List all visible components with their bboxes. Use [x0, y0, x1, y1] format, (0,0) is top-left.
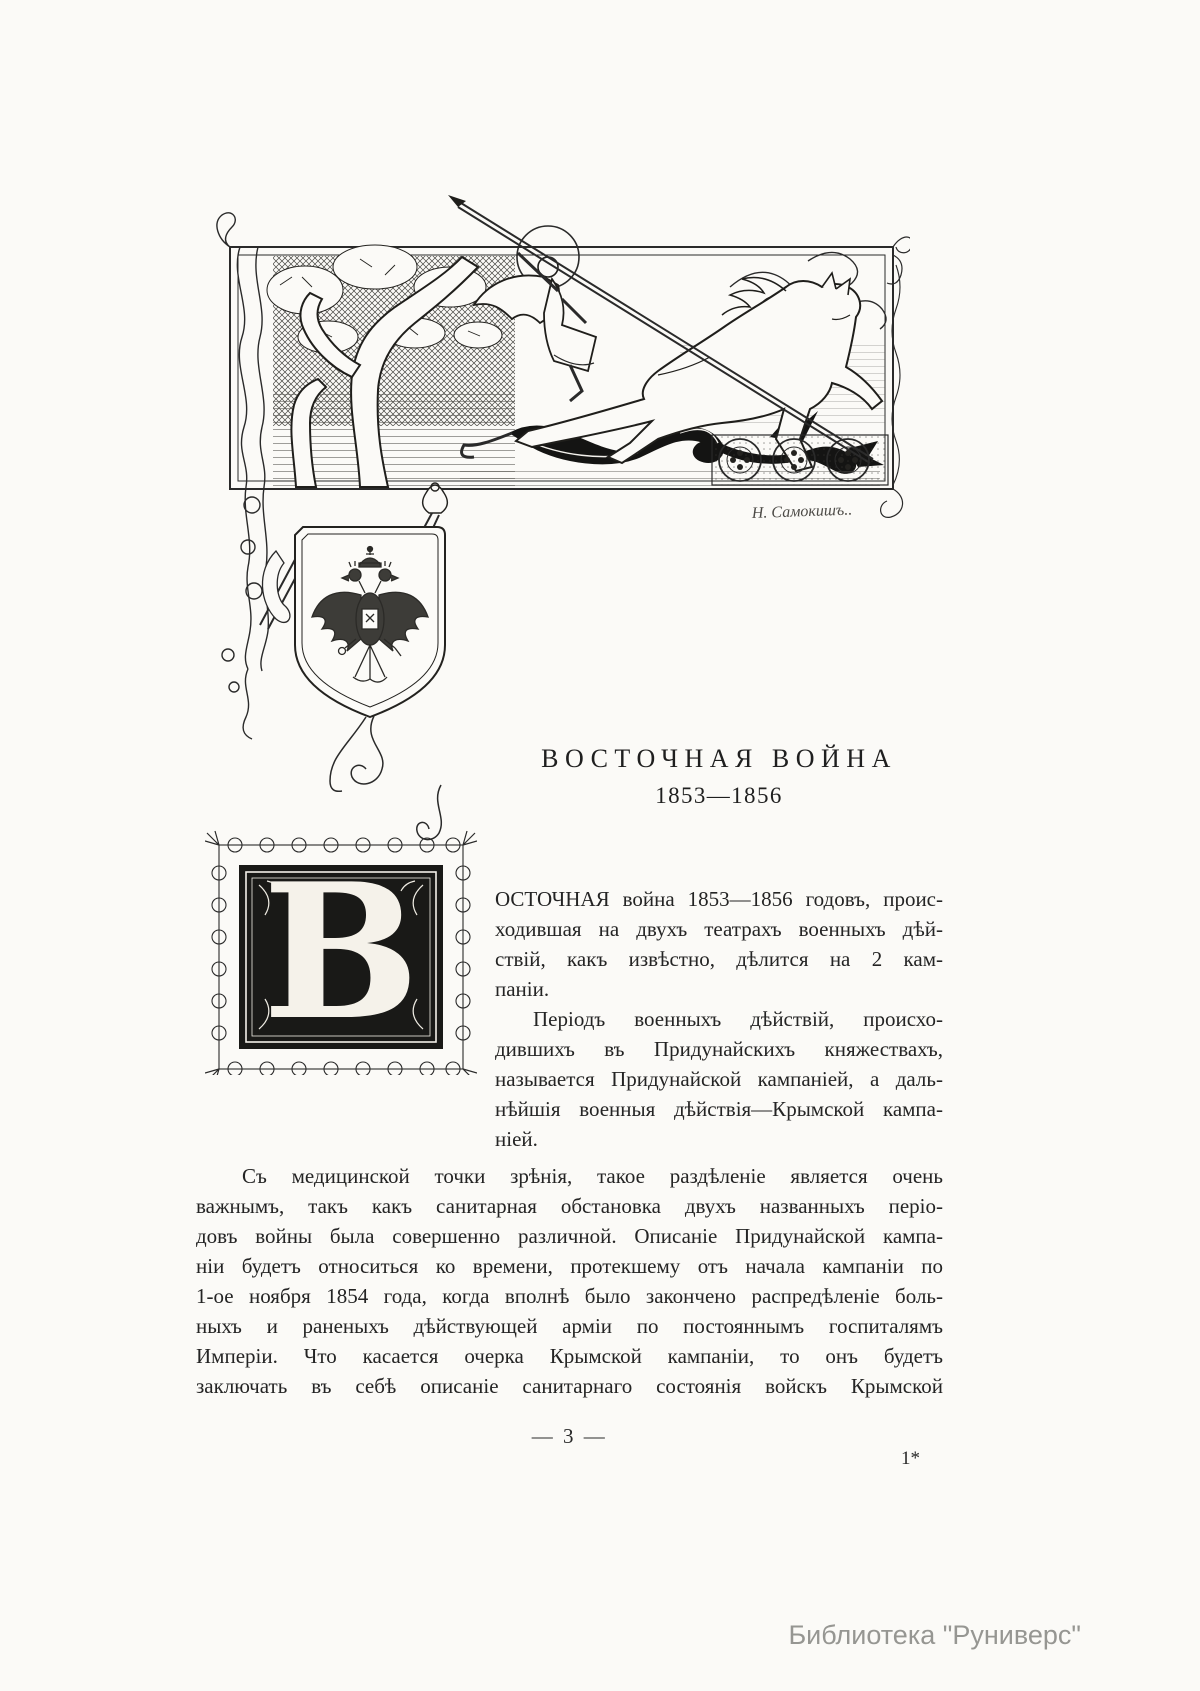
imperial-shield: [295, 527, 445, 717]
rider-leg: [570, 365, 582, 401]
chapter-title: [495, 744, 943, 809]
initial-top-ribbon: [417, 785, 442, 840]
initial-dark-panel: [239, 842, 443, 1061]
library-watermark: Библиотека "Руниверс": [788, 1620, 1081, 1650]
text-line: ныхъ и раненыхъ дѣйствующей арміи по постояннымъ госпиталямъ: [196, 1314, 943, 1338]
text-line: называется Придунайской кампаніей, а даль-: [495, 1067, 943, 1091]
text-line: 1-ое ноября 1854 года, когда вполнѣ было закончено распредѣленіе боль-: [196, 1284, 943, 1308]
text-line: Съ медицинской точки зрѣнія, такое раздѣленіе является очень: [242, 1164, 943, 1188]
corner-curl-top-right: [887, 237, 910, 284]
text-line: довъ войны была совершенно различной. Описаніе Придунайской кампа-: [196, 1224, 943, 1248]
text-line: нѣйшія военныя дѣйствія—Крымской кампа-: [495, 1097, 943, 1121]
rosette-band: [712, 435, 888, 485]
text-line: Имперіи. Что касается очерка Крымской кампаніи, то онъ будетъ: [196, 1344, 943, 1368]
left-border-strip: [222, 247, 268, 739]
text-line: ніи будетъ относиться ко времени, протекшему отъ начала кампаніи по: [196, 1254, 943, 1278]
ornate-initial-block: [205, 783, 477, 1075]
text-line: ствій, какъ извѣстно, дѣлится на 2 кам-: [495, 947, 943, 971]
text-line: ОСТОЧНАЯ война 1853—1856 годовъ, проис-: [495, 887, 943, 911]
page-number: — 3 —: [531, 1424, 608, 1448]
text-line: ходившая на двухъ театрахъ военныхъ дѣй-: [495, 917, 943, 941]
text-line: паніи.: [495, 977, 550, 1001]
drop-cap-letter: В: [262, 842, 420, 1061]
corner-curl-top-left: [217, 213, 235, 247]
text-line: заключать въ себѣ описаніе санитарнаго состоянія войскъ Крымской: [196, 1374, 943, 1398]
text-line: дившихъ въ Придунайскихъ княжествахъ,: [495, 1037, 943, 1061]
corner-curl-bottom-right: [881, 489, 903, 517]
strip-tail: [243, 669, 252, 739]
shield-ribbon-tail: [330, 716, 383, 791]
chapter-title-years: 1853—1856: [655, 783, 783, 808]
text-line: Періодъ военныхъ дѣйствій, происхо-: [533, 1007, 943, 1031]
headpiece-illustration: [210, 195, 910, 805]
rider-torso: [544, 279, 596, 371]
paragraph-first: [495, 884, 943, 1154]
chapter-title-text: ВОСТОЧНАЯ ВОЙНА: [541, 744, 897, 773]
printers-signature-mark: 1*: [901, 1448, 920, 1469]
text-line: важнымъ, такъ какъ санитарная обстановка двухъ названныхъ періо-: [196, 1194, 943, 1218]
bell-ornament: [423, 483, 448, 513]
paragraph-second: [196, 1161, 943, 1401]
artist-signature: Н. Самокишъ..: [751, 501, 853, 522]
text-line: ніей.: [495, 1127, 538, 1151]
